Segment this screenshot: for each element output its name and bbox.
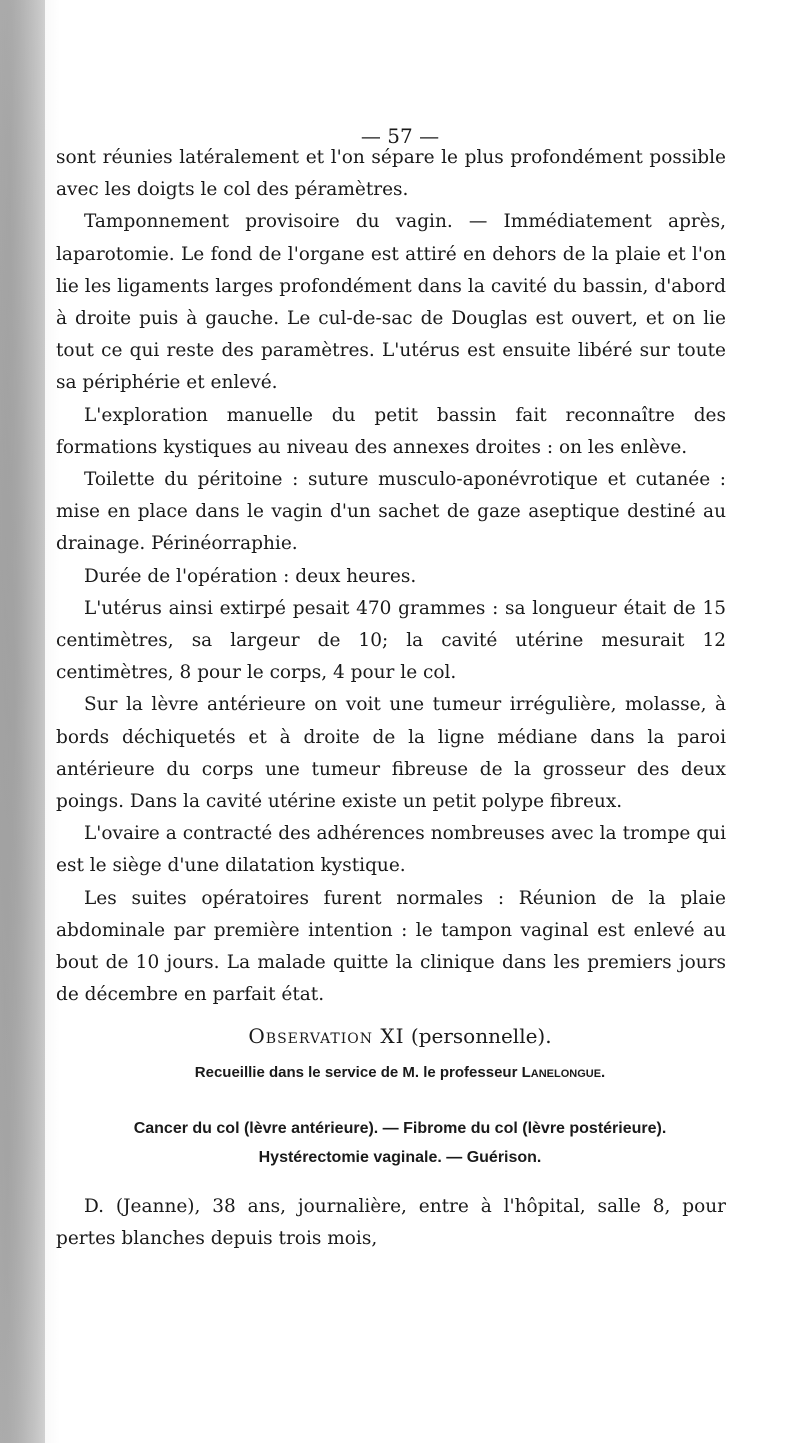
collected-name: Lanelongue. xyxy=(521,1064,606,1081)
paragraph: Tamponnement provisoire du vagin. — Immédiatement après, laparotomie. Le fond de l'organe est attiré en dehors de la plaie et l'on lie les ligaments larges profondément dans la cavité du bassin, d'abord à droite puis à gauche. Le cul-de-sac de Douglas est ouvert, et on lie tout ce qui reste des paramètres. L'utérus est ensuite libéré sur toute sa périphérie et enlevé. xyxy=(56,211,726,394)
paragraph: L'ovaire a contracté des adhérences nombreuses avec la trompe qui est le siège d'une dilatation kystique. xyxy=(56,823,726,877)
page-number: — 57 — xyxy=(360,124,440,148)
paragraph: Sur la lèvre antérieure on voit une tumeur irrégulière, molasse, à bords déchiquetés et à droite de la ligne médiane dans la paroi antérieure du corps une tumeur fibreuse de la grosseur des deux poings. Dans la cavité utérine existe un petit polype fibreux. xyxy=(56,694,726,813)
observation-title xyxy=(0,1024,800,1048)
paragraph: Toilette du péritoine : suture musculo-aponévrotique et cutanée : mise en place dans le vagin d'un sachet de gaze aseptique destiné au drainage. Périnéorraphie. xyxy=(56,469,726,555)
collected-prefix: Recueillie dans le service de M. le professeur xyxy=(194,1064,522,1081)
paragraph: Les suites opératoires furent normales : Réunion de la plaie abdominale par première intention : le tampon vaginal est enlevé au bout de 10 jours. La malade quitte la clinique dans les premiers jours de décembre en parfait état. xyxy=(56,887,726,1006)
main-text xyxy=(56,142,726,1011)
observation-text xyxy=(56,1191,726,1255)
observation-subtitle-diagnosis: Cancer du col (lèvre antérieure). — Fibrome du col (lèvre postérieure). xyxy=(133,1120,667,1137)
paragraph: D. (Jeanne), 38 ans, journalière, entre à l'hôpital, salle 8, pour pertes blanches depuis trois mois, xyxy=(56,1196,726,1250)
observation-collected-by xyxy=(0,1064,800,1081)
paragraph: L'utérus ainsi extirpé pesait 470 grammes : sa longueur était de 15 centimètres, sa largeur de 10; la cavité utérine mesurait 12 centimètres, 8 pour le corps, 4 pour le col. xyxy=(56,597,726,684)
page-edge-shadow xyxy=(0,0,45,1443)
paragraph: sont réunies latéralement et l'on sépare le plus profondément possible avec les doigts le col des péramètres. xyxy=(56,147,726,201)
observation-subtitle-procedure: Hystérectomie vaginale. — Guérison. xyxy=(258,1149,542,1166)
observation-title-label: Observation XI xyxy=(248,1024,405,1048)
paragraph: Durée de l'opération : deux heures. xyxy=(84,565,417,587)
paragraph: L'exploration manuelle du petit bassin fait reconnaître des formations kystiques au niveau des annexes droites : on les enlève. xyxy=(56,404,726,458)
observation-title-suffix: (personnelle). xyxy=(404,1024,552,1048)
